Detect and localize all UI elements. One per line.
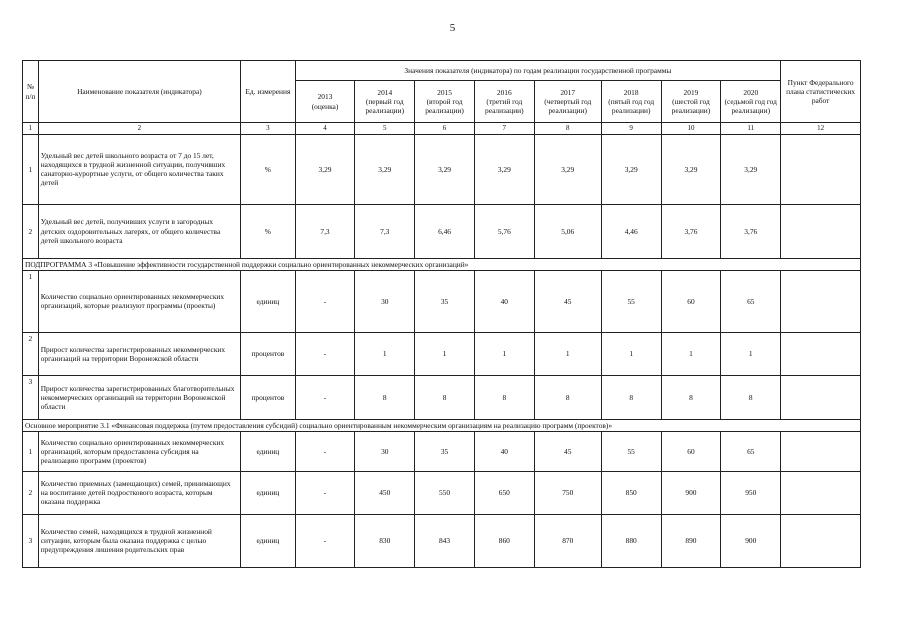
indicator-name: Удельный вес детей школьного возраста от 7 до 15 лет, находящихся в трудной жизненной ситуации, получивших санаторно-курортные услуги, от общего количества таких детей (38, 134, 240, 204)
row-number: 2 (23, 204, 39, 258)
unit-cell: % (241, 204, 296, 258)
subprogram-header-title: ПОДПРОГРАММА 3 «Повышение эффективности государственной поддержки социально ориентированных некоммерческих организаций» (23, 258, 861, 270)
header-year-note: (шестой год реализации) (671, 96, 711, 116)
header-year-label: 2014 (377, 87, 393, 97)
value-cell: 55 (601, 270, 661, 332)
table-body (23, 134, 861, 567)
header-year-note: (четвертый год реализации) (544, 96, 592, 116)
value-cell: 8 (355, 375, 415, 419)
table-row (23, 431, 861, 471)
header-year-label: 2018 (623, 87, 639, 97)
row-number: 2 (23, 332, 39, 375)
indicator-name: Количество семей, находящихся в трудной жизненной ситуации, которым была оказана поддержка с целью предупреждения лишения родительских прав (38, 514, 240, 567)
column-number: 5 (355, 123, 415, 135)
plan-cell (781, 514, 861, 567)
value-cell: 3,29 (295, 134, 355, 204)
header-unit: Ед. измерения (241, 61, 296, 123)
value-cell: 1 (601, 332, 661, 375)
unit-cell: % (241, 134, 296, 204)
value-cell: 830 (355, 514, 415, 567)
column-number: 6 (415, 123, 475, 135)
table-row (23, 204, 861, 258)
value-cell: 850 (601, 471, 661, 514)
row-number: 1 (23, 270, 39, 332)
plan-cell (781, 431, 861, 471)
value-cell: 880 (601, 514, 661, 567)
value-cell: 900 (721, 514, 781, 567)
value-cell: 1 (661, 332, 721, 375)
plan-cell (781, 332, 861, 375)
column-number: 12 (781, 123, 861, 135)
value-cell: 3,76 (661, 204, 721, 258)
plan-cell (781, 204, 861, 258)
row-number: 1 (23, 431, 39, 471)
value-cell: 1 (534, 332, 601, 375)
table-row (23, 471, 861, 514)
column-number: 9 (601, 123, 661, 135)
value-cell: 870 (534, 514, 601, 567)
indicator-name: Количество приемных (замещающих) семей, принимающих на воспитание детей подросткового возраста, которым оказана поддержка (38, 471, 240, 514)
value-cell: 3,29 (721, 134, 781, 204)
plan-cell (781, 270, 861, 332)
value-cell: 3,29 (355, 134, 415, 204)
header-plan: Пункт Федерального плана статистических работ (781, 61, 861, 123)
value-cell: 60 (661, 431, 721, 471)
column-number: 8 (534, 123, 601, 135)
value-cell: 860 (474, 514, 534, 567)
header-year-label: 2013 (317, 92, 333, 102)
header-year-2019 (661, 81, 721, 123)
value-cell: 45 (534, 270, 601, 332)
value-cell: 5,06 (534, 204, 601, 258)
value-cell: 30 (355, 270, 415, 332)
table-row (23, 375, 861, 419)
header-year-label: 2020 (743, 87, 759, 97)
indicator-name: Прирост количества зарегистрированных благотворительных некоммерческих организаций на территории Воронежской области (38, 375, 240, 419)
header-year-note: (второй год реализации) (425, 96, 464, 116)
indicators-table (22, 60, 861, 568)
value-cell: 1 (415, 332, 475, 375)
column-number: 7 (474, 123, 534, 135)
value-cell: 40 (474, 431, 534, 471)
value-cell: 45 (534, 431, 601, 471)
value-cell: 8 (661, 375, 721, 419)
header-name: Наименование показателя (индикатора) (38, 61, 240, 123)
plan-cell (781, 134, 861, 204)
column-number: 3 (241, 123, 296, 135)
header-year-2017 (534, 81, 601, 123)
value-cell: 55 (601, 431, 661, 471)
header-year-note: (третий год реализации) (485, 96, 524, 116)
unit-cell: единиц (241, 431, 296, 471)
value-cell: 8 (415, 375, 475, 419)
header-year-note: (седьмой год год реализации) (724, 96, 777, 116)
header-number-row (23, 123, 861, 135)
row-number: 2 (23, 471, 39, 514)
value-cell: 8 (474, 375, 534, 419)
value-cell: 5,76 (474, 204, 534, 258)
row-number: 1 (23, 134, 39, 204)
column-number: 10 (661, 123, 721, 135)
header-values: Значения показателя (индикатора) по годам реализации государственной программы (295, 61, 781, 81)
value-cell: 65 (721, 431, 781, 471)
value-cell: 6,46 (415, 204, 475, 258)
header-year-2018 (601, 81, 661, 123)
header-year-label: 2015 (437, 87, 452, 97)
plan-cell (781, 375, 861, 419)
header-year-note: (пятый год год реализации) (608, 96, 655, 116)
header-year-2015 (415, 81, 475, 123)
unit-cell: единиц (241, 514, 296, 567)
header-year-note: (оценка) (311, 101, 339, 111)
subprogram-header (23, 258, 861, 270)
value-cell: - (295, 431, 355, 471)
value-cell: 4,46 (601, 204, 661, 258)
value-cell: 3,29 (415, 134, 475, 204)
value-cell: 7,3 (295, 204, 355, 258)
header-year-2016 (474, 81, 534, 123)
value-cell: - (295, 514, 355, 567)
header-year-note: (первый год реализации) (365, 96, 405, 116)
value-cell: 1 (721, 332, 781, 375)
value-cell: 3,29 (474, 134, 534, 204)
value-cell: 60 (661, 270, 721, 332)
table-row (23, 134, 861, 204)
header-year-2020 (721, 81, 781, 123)
value-cell: 65 (721, 270, 781, 332)
value-cell: 30 (355, 431, 415, 471)
table-row (23, 270, 861, 332)
header-year-label: 2017 (560, 87, 576, 97)
value-cell: 3,76 (721, 204, 781, 258)
value-cell: - (295, 270, 355, 332)
value-cell: 8 (721, 375, 781, 419)
header-year-2014 (355, 81, 415, 123)
indicator-name: Количество социально ориентированных некоммерческих организаций, которым предоставлена субсидия на реализацию программ (проектов) (38, 431, 240, 471)
unit-cell: единиц (241, 471, 296, 514)
column-number: 11 (721, 123, 781, 135)
value-cell: 550 (415, 471, 475, 514)
value-cell: 3,29 (601, 134, 661, 204)
value-cell: 450 (355, 471, 415, 514)
value-cell: 35 (415, 270, 475, 332)
value-cell: 1 (474, 332, 534, 375)
table-row (23, 332, 861, 375)
header-year-label: 2016 (496, 87, 512, 97)
header-num: № п/п (23, 61, 39, 123)
unit-cell: единиц (241, 270, 296, 332)
unit-cell: процентов (241, 375, 296, 419)
value-cell: 8 (601, 375, 661, 419)
value-cell: - (295, 332, 355, 375)
column-number: 1 (23, 123, 39, 135)
value-cell: 35 (415, 431, 475, 471)
value-cell: 7,3 (355, 204, 415, 258)
value-cell: 843 (415, 514, 475, 567)
value-cell: 3,29 (661, 134, 721, 204)
measure-header-title: Основное мероприятие 3.1 «Финансовая поддержка (путем предоставления субсидий) социально ориентированным некоммерческим организациям на реализацию программ (проектов)» (23, 419, 861, 431)
column-number: 2 (38, 123, 240, 135)
row-number: 3 (23, 514, 39, 567)
value-cell: - (295, 471, 355, 514)
value-cell: 750 (534, 471, 601, 514)
measure-header (23, 419, 861, 431)
header-year-2013 (295, 81, 355, 123)
header-year-label: 2019 (683, 87, 699, 97)
value-cell: 890 (661, 514, 721, 567)
value-cell: 40 (474, 270, 534, 332)
value-cell: 950 (721, 471, 781, 514)
row-number: 3 (23, 375, 39, 419)
column-number: 4 (295, 123, 355, 135)
value-cell: 3,29 (534, 134, 601, 204)
plan-cell (781, 471, 861, 514)
indicator-name: Прирост количества зарегистрированных некоммерческих организаций на территории Воронежской области (38, 332, 240, 375)
indicator-name: Количество социально ориентированных некоммерческих организаций, которые реализуют программы (проекты) (38, 270, 240, 332)
value-cell: 8 (534, 375, 601, 419)
value-cell: 900 (661, 471, 721, 514)
indicator-name: Удельный вес детей, получивших услуги в загородных детских оздоровительных лагерях, от общего количества детей школьного возраста (38, 204, 240, 258)
value-cell: - (295, 375, 355, 419)
value-cell: 650 (474, 471, 534, 514)
unit-cell: процентов (241, 332, 296, 375)
table-row (23, 514, 861, 567)
value-cell: 1 (355, 332, 415, 375)
page-number: 5 (449, 22, 456, 34)
